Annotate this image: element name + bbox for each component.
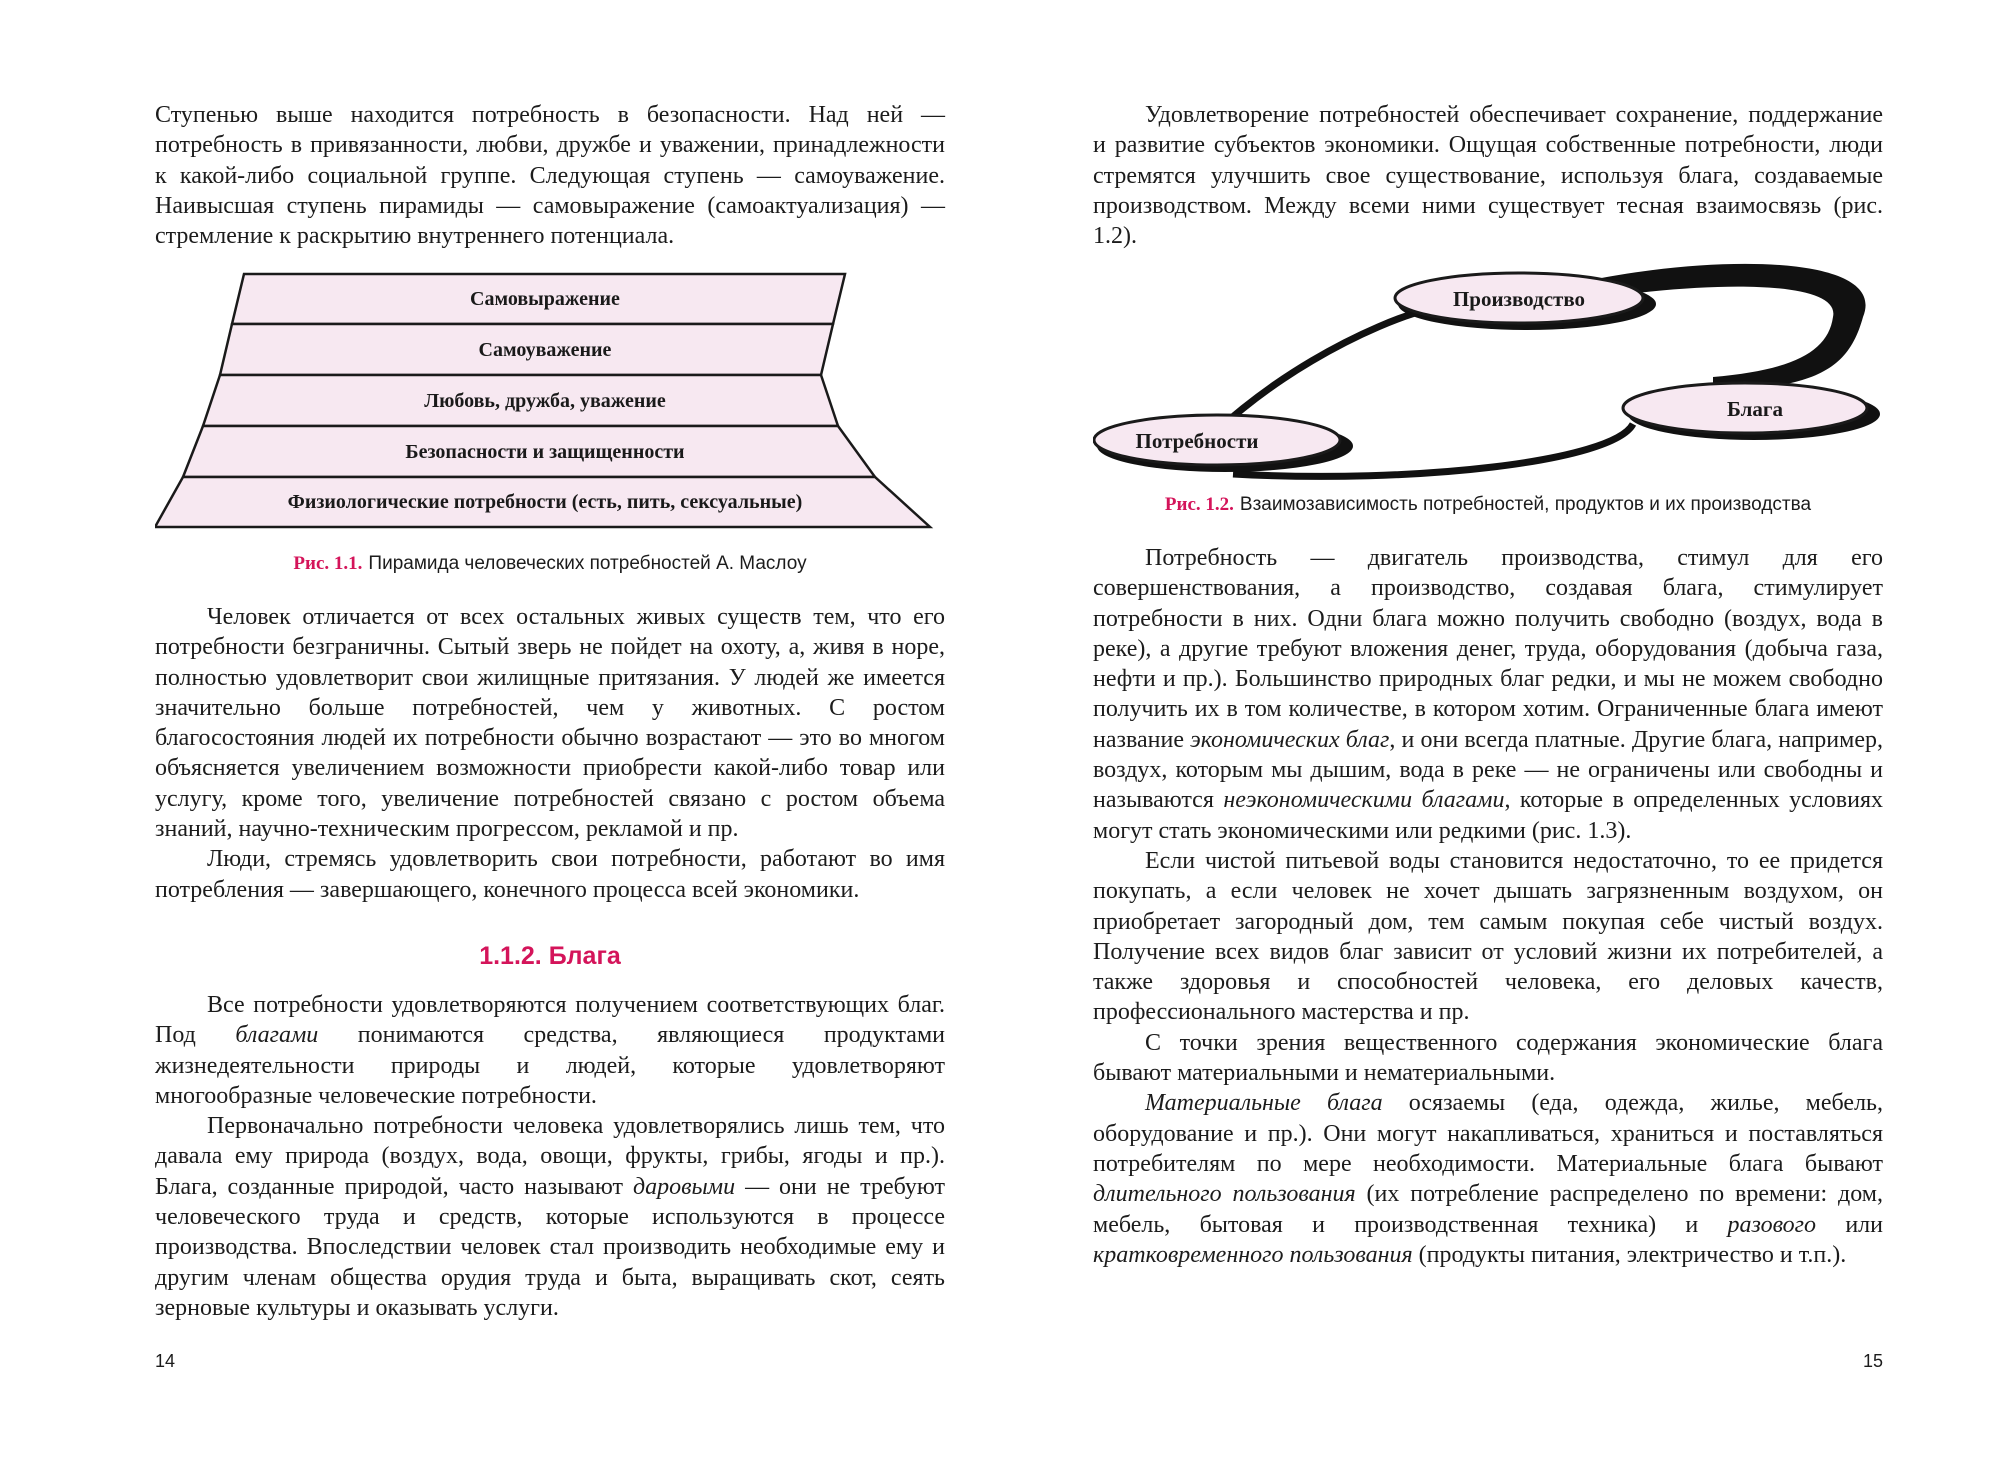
right-p4-part-d: (продукты питания, электричество и т.п.).: [1412, 1241, 1847, 1268]
right-p4-term-2: длительного пользования: [1093, 1181, 1356, 1208]
right-intro-paragraph: Удовлетворение потребностей обеспечивает сохранение, поддержание и развитие субъектов экономики. Ощущая собственные потребности, люди стремятся улучшить свое существование, используя блага, создаваемые производством. Между всеми ними существует тесная взаимосвязь (рис. 1.2).: [1093, 102, 1883, 250]
left-page: [155, 0, 945, 1460]
right-paragraph-4: [1093, 1088, 1883, 1270]
pyramid-label-5: Физиологические потребности (есть, пить, сексуальные): [287, 491, 803, 513]
right-body-block: [1093, 543, 1883, 1270]
section-title: 1.1.2. Блага: [479, 942, 621, 970]
right-p4-term-1: Материальные блага: [1145, 1090, 1383, 1117]
figure-1-1-text: Пирамида человеческих потребностей А. Маслоу: [368, 553, 807, 574]
left-paragraph-1: Человек отличается от всех остальных живых существ тем, что его потребности безграничны. Сытый зверь не пойдет на охоту, а, живя в норе, полностью удовлетворит свои жилищные притязания. У людей же имеется значительно больше потребностей, чем у животных. С ростом благосостояния людей их потребности обычно возрастают — это во многом объясняется увеличением возможности приобрести какой-либо товар или услугу, кроме того, увеличение потребностей связано с ростом объема знаний, научно-техническим прогрессом, рекламой и пр.: [155, 604, 945, 843]
left-p4-term: даровыми: [632, 1173, 736, 1200]
right-p1-part-b: , и они всегда платные. Другие блага, например, воздух, которым мы дышим, вода в реке — не ограничены или свободны и называются: [1093, 726, 1883, 814]
node-goods-label: Блага: [1727, 397, 1783, 421]
pyramid-label-4: Безопасности и защищенности: [405, 441, 685, 463]
right-p1-part-a: Потребность — двигатель производства, стимул для его совершенствования, а производство, создавая блага, стимулирует потребности в них. Одни блага можно получить свободно (воздух, вода в реке), а другие требуют вложения денег, труда, оборудования (добыча газа, нефти и пр.). Большинство природных благ редки, и мы не можем свободно получить их в том количестве, в котором хотим. Ограниченные блага имеют название: [1093, 545, 1883, 753]
right-p4-part-c: или: [1816, 1211, 1883, 1238]
right-p4-term-3: разового: [1727, 1211, 1817, 1238]
figure-1-2-caption: [1093, 494, 1883, 516]
left-p3-term: благами: [235, 1022, 319, 1049]
left-paragraph-2: Люди, стремясь удовлетворить свои потребности, работают во имя потребления — завершающего, конечного процесса всей экономики.: [155, 846, 945, 903]
needs-production-cycle: [1093, 262, 1883, 482]
left-paragraph-4: [155, 1111, 945, 1323]
left-intro-paragraph: Ступенью выше находится потребность в безопасности. Над ней — потребность в привязанности, любви, дружбе и уважении, принадлежности к какой-либо социальной группе. Следующая ступень — самоуважение. Наивысшая ступень пирамиды — самовыражение (самоактуализация) — стремление к раскрытию внутреннего потенциала.: [155, 102, 945, 250]
left-p4-part-a: Первоначально потребности человека удовлетворялись лишь тем, что давала ему природа (воздух, вода, овощи, фрукты, грибы, ягоды и пр.). Блага, созданные природой, часто называют: [155, 1113, 945, 1200]
left-section-block: [155, 990, 945, 1323]
right-intro-block: [1093, 100, 1883, 251]
figure-1-1-caption: [155, 553, 945, 575]
left-p3-part-a: Все потребности удовлетворяются получением соответствующих благ. Под: [155, 992, 945, 1049]
right-p1-term-1: экономических благ: [1190, 726, 1390, 753]
pyramid-label-1: Самовыражение: [470, 288, 620, 310]
right-p4-part-b: (их потребление распределено по времени: дом, мебель, бытовая и производственная техника) и: [1093, 1181, 1883, 1238]
left-p3-part-b: понимаются средства, являющиеся продуктами жизнедеятельности природы и людей, которые удовлетворяют многообразные человеческие потребности.: [155, 1022, 945, 1109]
right-p4-term-4: кратковременного пользования: [1093, 1241, 1413, 1268]
right-page: [1093, 0, 1883, 1460]
figure-1-2-text: Взаимозависимость потребностей, продуктов и их производства: [1239, 494, 1812, 515]
right-paragraph-3: С точки зрения вещественного содержания экономические блага бывают материальными и нематериальными.: [1093, 1029, 1883, 1087]
right-paragraph-2: Если чистой питьевой воды становится недостаточно, то ее придется покупать, а если человек не хочет дышать загрязненным воздухом, он приобретает загородный дом, тем самым покупая себе чистый воздух. Получение всех видов благ зависит от условий жизни их потребителей, а также здоровья и способностей человека, его деловых качеств, профессионального мастерства и пр.: [1093, 847, 1883, 1026]
left-body-block: [155, 602, 945, 905]
left-p4-part-b: — они не требуют человеческого труда и средств, которые используются в процессе производства. Впоследствии человек стал производить необходимые ему и другим членам общества орудия труда и быта, выращивать скот, сеять зерновые культуры и оказывать услуги.: [155, 1173, 945, 1321]
right-p1-term-2: неэкономическими благами: [1223, 787, 1505, 814]
left-paragraph-3: [155, 990, 945, 1111]
pyramid-label-2: Самоуважение: [478, 339, 612, 361]
figure-1-2-label: Рис. 1.2.: [1164, 494, 1234, 515]
right-p4-part-a: осязаемы (еда, одежда, жилье, мебель, оборудование и пр.). Они могут накапливаться, храниться и поставляться потребителям по мере необходимости. Материальные блага бывают: [1093, 1090, 1883, 1177]
node-needs-label: Потребности: [1135, 429, 1259, 453]
figure-1-1-label: Рис. 1.1.: [293, 553, 363, 574]
right-p1-part-c: , которые в определенных условиях могут стать экономическими или редкими (рис. 1.3).: [1093, 787, 1884, 844]
right-paragraph-1: [1093, 543, 1883, 846]
left-intro-block: [155, 100, 945, 251]
maslow-pyramid: [155, 272, 945, 532]
pyramid-label-3: Любовь, дружба, уважение: [424, 390, 666, 412]
node-production-label: Производство: [1452, 287, 1586, 311]
page-number-left: 14: [155, 1351, 176, 1371]
page-number-right: 15: [1862, 1351, 1883, 1371]
